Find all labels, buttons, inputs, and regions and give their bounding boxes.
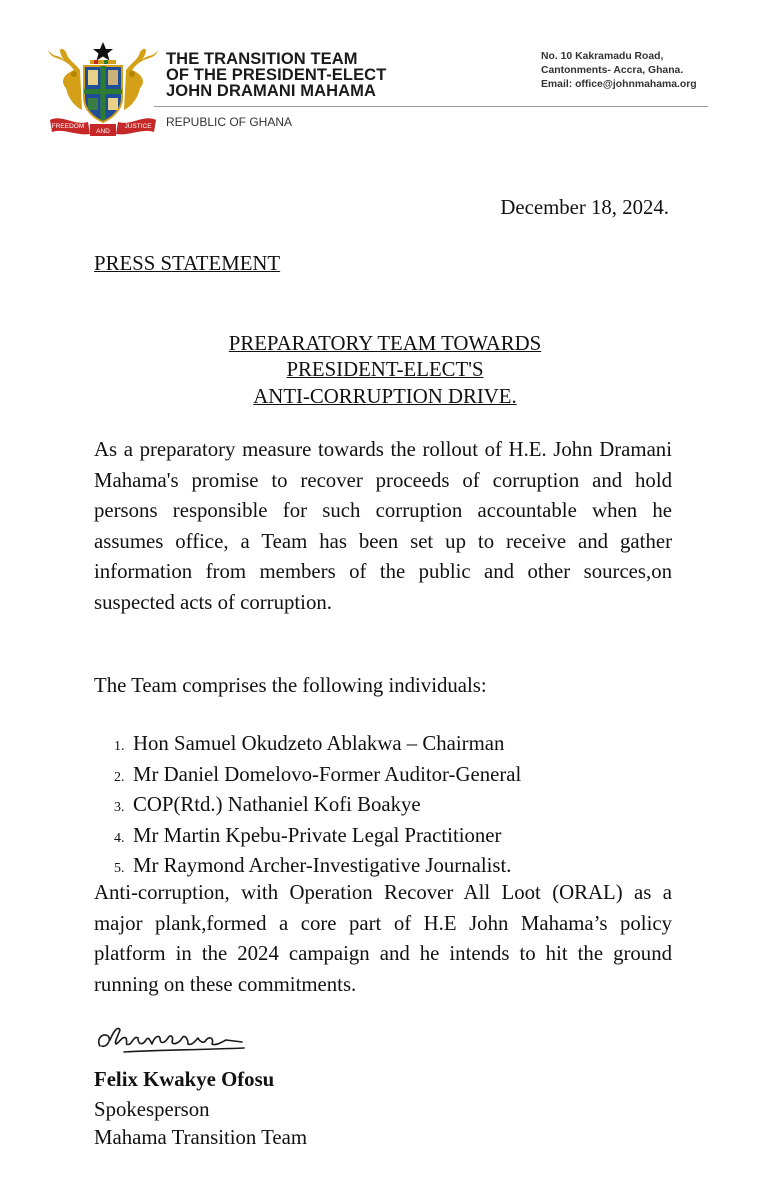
address-email: Email: office@johnmahama.org [541, 79, 697, 90]
headline-line3: ANTI-CORRUPTION DRIVE. [253, 385, 517, 408]
press-statement-label: PRESS STATEMENT [94, 252, 281, 275]
org-name-line2: OF THE PRESIDENT-ELECT [166, 66, 387, 84]
list-number: 2. [114, 769, 125, 785]
signatory-role: Spokesperson [94, 1098, 210, 1121]
motto-and: AND [96, 128, 110, 135]
signatory-organization: Mahama Transition Team [94, 1126, 308, 1149]
list-number: 1. [114, 739, 125, 754]
list-item [114, 851, 521, 882]
member-name: Hon Samuel Okudzeto Ablakwa – Chairman [133, 732, 505, 755]
list-item [114, 729, 521, 760]
list-number: 4. [114, 830, 125, 846]
org-name-line1: THE TRANSITION TEAM [166, 50, 358, 68]
signatory-name: Felix Kwakye Ofosu [94, 1068, 275, 1091]
black-star-icon [93, 42, 113, 61]
motto-freedom: FREEDOM [51, 123, 85, 130]
member-name: COP(Rtd.) Nathaniel Kofi Boakye [133, 793, 421, 816]
handwritten-signature-icon [94, 1016, 250, 1064]
member-name: Mr Raymond Archer-Investigative Journalist. [133, 854, 512, 877]
list-item [114, 790, 521, 821]
motto-justice: JUSTICE [124, 123, 152, 130]
headline-line1: PREPARATORY TEAM TOWARDS [228, 332, 542, 355]
paragraph-intro: As a preparatory measure towards the rollout of H.E. John Dramani Mahama's promise to recover proceeds of corruption and hold persons responsible for such corruption accountable when he assumes office, a Team has been set up to receive and gather information from members of the public and other sources,on suspected acts of corruption. [94, 438, 672, 614]
headline-line2: PRESIDENT-ELECT'S [286, 358, 484, 381]
list-number: 5. [114, 861, 125, 876]
team-members-list [114, 729, 521, 882]
paragraph-closing: Anti-corruption, with Operation Recover All Loot (ORAL) as a major plank,formed a core part of H.E John Mahama’s policy platform in the 2024 campaign and he intends to hit the ground running on these commitments. [94, 881, 672, 996]
list-number: 3. [114, 800, 125, 815]
statement-date: December 18, 2024. [500, 196, 669, 219]
ghana-coat-of-arms-icon [44, 40, 162, 138]
list-item [114, 821, 521, 852]
address-line1: No. 10 Kakramadu Road, [541, 51, 664, 62]
member-name: Mr Martin Kpebu-Private Legal Practitioner [133, 823, 502, 847]
address-line2: Cantonments- Accra, Ghana. [541, 65, 684, 76]
list-item [114, 760, 521, 791]
member-name: Mr Daniel Domelovo-Former Auditor-General [133, 762, 522, 786]
header-divider [154, 106, 708, 107]
org-name-line3: JOHN DRAMANI MAHAMA [166, 82, 376, 100]
republic-label: REPUBLIC OF GHANA [166, 115, 293, 129]
team-intro: The Team comprises the following individuals: [94, 674, 487, 697]
